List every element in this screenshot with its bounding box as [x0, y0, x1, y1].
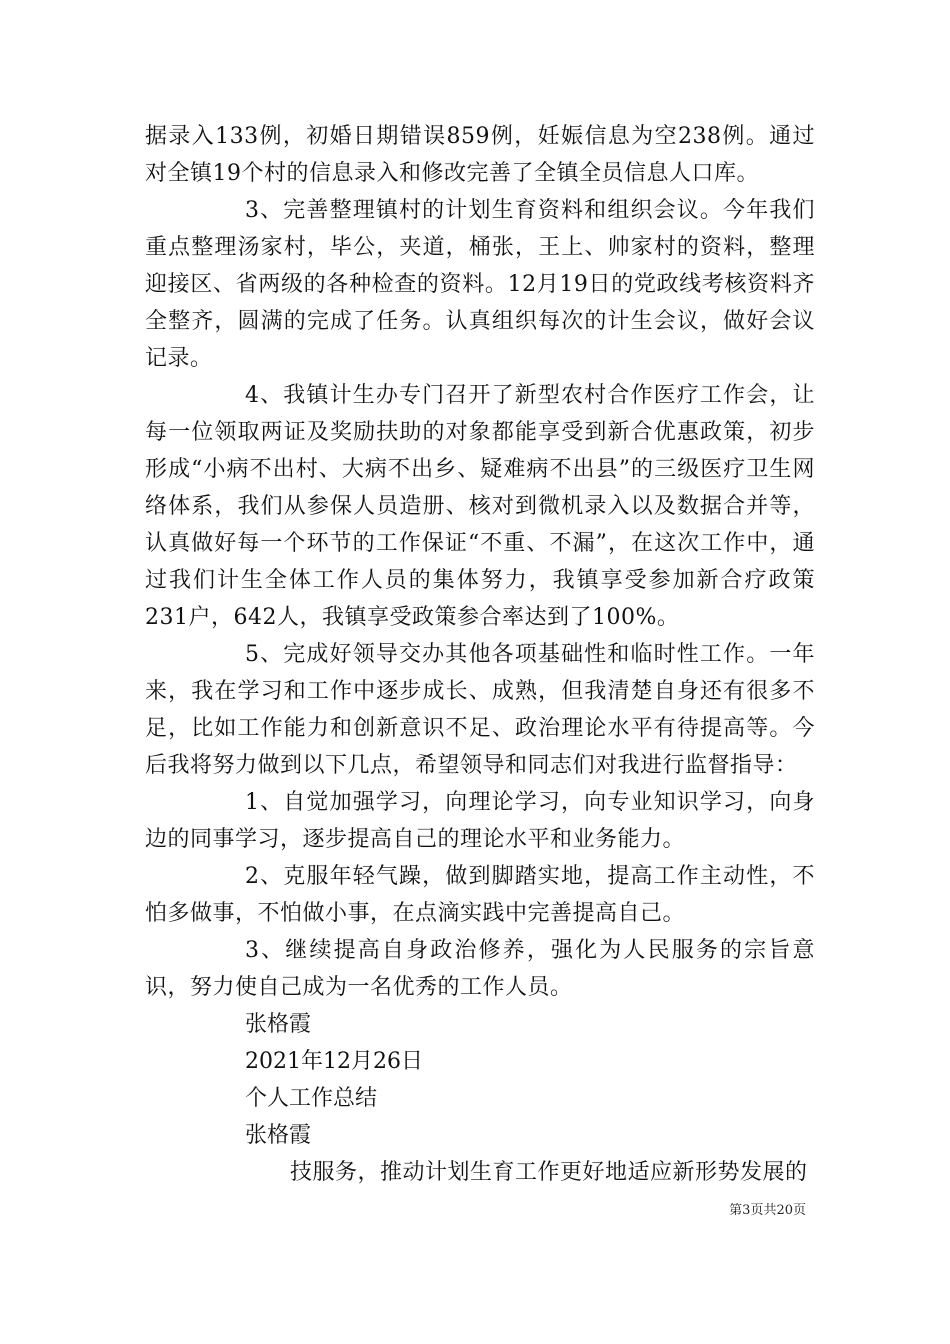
paragraph-data-entry: 据录入133例，初婚日期错误859例，妊娠信息为空238例。通过对全镇19个村的信息录入和修改完善了全镇全员信息人口库。: [145, 124, 815, 186]
paragraph-plan-3: 3、继续提高自身政治修养，强化为人民服务的宗旨意识，努力使自己成为一名优秀的工作人员。: [145, 938, 815, 1000]
page-footer: 第3页共20页: [729, 1203, 806, 1218]
paragraph-item-5-other-work: 5、完成好领导交办其他各项基础性和临时性工作。一年来，我在学习和工作中逐步成长、成熟，但我清楚自身还有很多不足，比如工作能力和创新意识不足、政治理论水平有待提高等。今后我将努力做到以下几点，希望领导和同志们对我进行监督指导：: [145, 642, 815, 778]
paragraph-item-3-materials: 3、完善整理镇村的计划生育资料和组织会议。今年我们重点整理汤家村，毕公，夹道，桶张，王上、帅家村的资料，整理迎接区、省两级的各种检查的资料。12月19日的党政线考核资料齐全整齐，圆满的完成了任务。认真组织每次的计生会议，做好会议记录。: [145, 198, 815, 371]
signature-date: 2021年12月26日: [245, 1049, 423, 1074]
paragraph-plan-1: 1、自觉加强学习，向理论学习，向专业知识学习，向身边的同事学习，逐步提高自己的理论水平和业务能力。: [145, 790, 815, 852]
next-section-author: 张格霞: [245, 1123, 312, 1148]
document-body: [145, 118, 815, 1191]
next-section-paragraph: 技服务，推动计划生育工作更好地适应新形势发展的: [290, 1160, 808, 1185]
next-section-title: 个人工作总结: [245, 1086, 378, 1111]
signature-name: 张格霞: [245, 1012, 312, 1037]
paragraph-item-4-medical: 4、我镇计生办专门召开了新型农村合作医疗工作会，让每一位领取两证及奖励扶助的对象都能享受到新合优惠政策，初步形成“小病不出村、大病不出乡、疑难病不出县”的三级医疗卫生网络体系，我们从参保人员造册、核对到微机录入以及数据合并等，认真做好每一个环节的工作保证“不重、不漏”，在这次工作中，通过我们计生全体工作人员的集体努力，我镇享受参加新合疗政策231户，642人，我镇享受政策参合率达到了100%。: [145, 383, 815, 630]
paragraph-plan-2: 2、克服年轻气躁，做到脚踏实地，提高工作主动性，不怕多做事，不怕做小事，在点滴实践中完善提高自己。: [145, 864, 815, 926]
